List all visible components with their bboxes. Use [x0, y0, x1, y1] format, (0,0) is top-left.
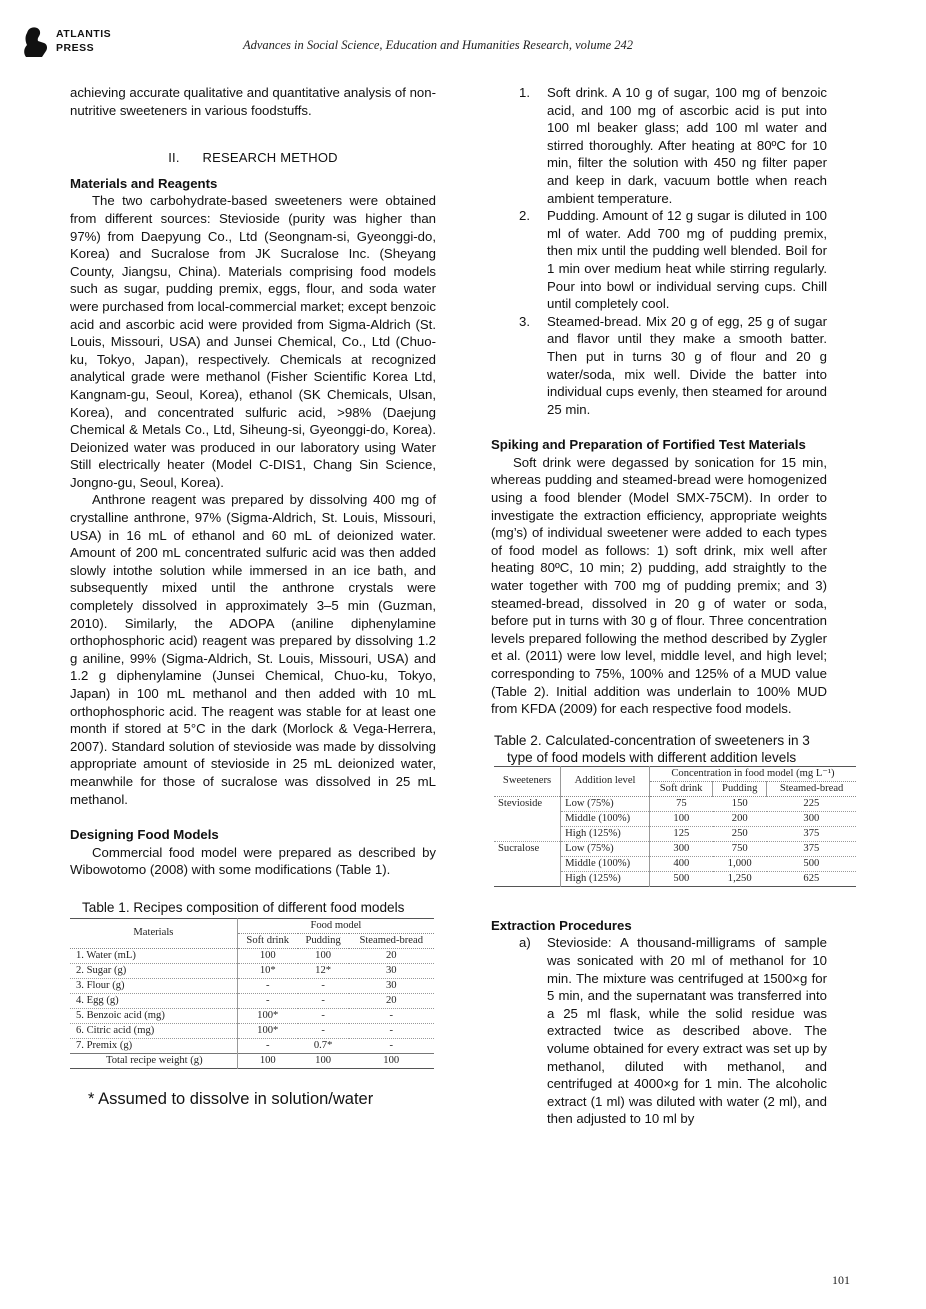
total-label: Total recipe weight (g): [70, 1053, 237, 1068]
table-cell: 20: [349, 948, 435, 963]
table-cell: 250: [713, 826, 767, 841]
table2-caption: [494, 732, 827, 766]
table-row: [70, 1023, 434, 1038]
list-item: [491, 84, 827, 207]
material-name: Water (mL): [86, 949, 136, 961]
material-name: Benzoic acid (mg): [86, 1009, 165, 1021]
row-number: 1.: [76, 949, 84, 961]
table-cell: 300: [649, 841, 712, 856]
table1-footnote: * Assumed to dissolve in solution/water: [88, 1089, 374, 1108]
table-cell: 375: [767, 826, 856, 841]
list-text: Soft drink. A 10 g of sugar, 100 mg of benzoic acid, and 100 mg of ascorbic acid is put into 100 ml beaker glass; add 100 ml water and stirred thoroughly. After heating at 80ºC for 10 min, filter the solution with 450 ng filter paper and keep in dark, vacuum bottle when reach ambient temperature.: [547, 85, 827, 206]
logo-text-atlantis: ATLANTIS: [56, 28, 112, 40]
table-cell: 625: [767, 871, 856, 886]
material-name: Egg (g): [86, 994, 119, 1006]
material-name: Flour (g): [86, 979, 125, 991]
table-cell: -: [349, 1008, 435, 1023]
subheading-extraction: Extraction Procedures: [491, 917, 632, 933]
page-number: 101: [832, 1273, 850, 1287]
list-number: 3.: [519, 313, 530, 329]
table-header: Pudding: [713, 781, 767, 796]
thinker-logo-icon: [22, 26, 52, 58]
table-row: [70, 963, 434, 978]
logo-text-press: PRESS: [56, 42, 95, 54]
journal-header: Advances in Social Science, Education and Humanities Research, volume 242: [243, 38, 634, 52]
table-cell: -: [298, 1023, 349, 1038]
table-header: Addition level: [561, 766, 650, 796]
table-cell: 100: [649, 811, 712, 826]
table-header: Concentration in food model (mg L⁻¹): [649, 766, 856, 781]
table-recipes: [70, 918, 434, 1069]
extraction-list: [491, 934, 827, 1128]
material-name: Citric acid (mg): [86, 1024, 155, 1036]
table-row: [70, 948, 434, 963]
table-row-total: [70, 1053, 434, 1068]
table-cell: 125: [649, 826, 712, 841]
addition-level: High (125%): [561, 826, 650, 841]
sweetener-name: Sucralose: [494, 841, 561, 886]
list-text: Pudding. Amount of 12 g sugar is diluted in 100 ml of water. Add 700 mg of pudding premix, then mix until the pudding well blended. Boil for 1 min over medium heat while stirring regularly. Pour into bowl or individual serving cups. Chill until completely cool.: [547, 208, 827, 312]
addition-level: Low (75%): [561, 796, 650, 811]
table-header: Materials: [70, 918, 237, 948]
table-cell: 0.7*: [298, 1038, 349, 1053]
table-header: Steamed-bread: [349, 933, 435, 948]
list-text: Steamed-bread. Mix 20 g of egg, 25 g of sugar and flavor until they make a smooth batter. Then put in turns 30 g of flour and 20 g water/soda, mix well. Divide the batter into individual cups evenly, then steamed for around 25 min.: [547, 313, 827, 417]
table-cell: -: [237, 993, 297, 1008]
publisher-logo: [22, 22, 122, 64]
paragraph-materials: The two carbohydrate-based sweeteners were obtained from different sources: Stevioside (purity was higher than 97%) from Daepyung Co., Ltd (Seongnam-si, Gyeonggi-do, Korea) and Sucralose from JK Sucralose Inc. (Sheyang County, Jiangsu, China). Materials comprising food models such as sugar, pudding premix, eggs, flour, and soda water were purchased from local-commercial market; except benzoic acid and ascorbic acid were provided from Sigma-Aldrich (St. Louis, Missouri, USA) and Junsei Chemical, Co., Ltd (Chuo-ku, Tokyo, Japan), respectively. Chemicals at recognized analytical grade were methanol (Fisher Scientific Korea Ltd, Kangnam-gu, Seoul, Korea), ethanol (SK Chemicals, Ulsan, Korea), and concentrated sulfuric acid, >98% (Daejung Chemical & Metals Co., Ltd, Siheung-si, Gyeonggi-do, Korea). Deionized water was produced in our laboratory using Water Still electrically heater (Model C-DIS1, Chang Sin Science, Jongno-gu, Seoul, Korea).: [70, 193, 436, 490]
table-cell: 100*: [237, 1023, 297, 1038]
table-cell: -: [349, 1023, 435, 1038]
table-cell: -: [298, 993, 349, 1008]
table-cell: 100: [237, 1053, 297, 1068]
list-item: [491, 207, 827, 313]
table-cell: 750: [713, 841, 767, 856]
table-cell: 100: [349, 1053, 435, 1068]
subheading-materials: Materials and Reagents: [70, 175, 218, 191]
table-row: [70, 1038, 434, 1053]
row-number: 6.: [76, 1024, 84, 1036]
material-name: Premix (g): [86, 1039, 133, 1051]
list-number: a): [519, 935, 531, 951]
table-cell: 400: [649, 856, 712, 871]
table2-caption-line1: Table 2. Calculated-concentration of sweeteners in 3: [494, 732, 810, 748]
table-row: [494, 841, 856, 856]
paragraph-food-models: Commercial food model were prepared as described by Wibowotomo (2008) with some modifications (Table 1).: [70, 844, 436, 878]
table-row: [70, 993, 434, 1008]
table-row: [70, 1008, 434, 1023]
table1-caption: Table 1. Recipes composition of different food models: [82, 899, 405, 915]
row-number: 4.: [76, 994, 84, 1006]
table-cell: -: [298, 978, 349, 993]
table-header: Soft drink: [237, 933, 297, 948]
table-header: Steamed-bread: [767, 781, 856, 796]
table-cell: -: [237, 1038, 297, 1053]
subheading-food-models: Designing Food Models: [70, 827, 219, 843]
left-column: [70, 84, 436, 1109]
list-text: Stevioside: A thousand-milligrams of sample was sonicated with 20 ml of methanol for 10 min. The mixture was centrifuged at 1500×g for 5 min, and the supernatant was transferred into a 25 ml flask, while the solid residue was extracted twice as described above. The volume obtained for every extract was set up by methanol, diluted with methanol, and centrifuged at 4000×g for 1 min. The alcoholic extract (1 ml) was diluted with water (2 ml), and then adjusted to 10 ml by: [547, 935, 827, 1127]
list-item: [491, 313, 827, 419]
table-cell: 100*: [237, 1008, 297, 1023]
section-title: II. RESEARCH METHOD: [168, 150, 338, 166]
table-cell: 30: [349, 963, 435, 978]
table-cell: 500: [767, 856, 856, 871]
row-number: 2.: [76, 964, 84, 976]
table-header: Sweeteners: [494, 766, 561, 796]
table-cell: 100: [237, 948, 297, 963]
right-column: [491, 84, 844, 1128]
table-cell: -: [298, 1008, 349, 1023]
table-cell: -: [237, 978, 297, 993]
paragraph-anthrone: Anthrone reagent was prepared by dissolving 400 mg of crystalline anthrone, 97% (Sigma-Aldrich, St. Louis, Missouri, USA) in 16 mL of ethanol and 60 mL of deionized water. Amount of 200 mL concentrated sulfuric acid was then added slowly intothe solution while immersed in an ice bath, and subsequently mixed until the anthrone crystals were completely dissolved in approximately 3–5 min (Guzman, 2010). Similarly, the ADOPA (aniline diphenylamine orthophosphoric acid) reagent was prepared by dissolving 1.2 g aniline, 99% (Sigma-Aldrich, St. Louis, Missouri, USA) and 1.2 g diphenylamine (Junsei Chemical, Chuo-ku, Tokyo, Japan) in 100 mL methanol and then added with 10 mL orthophosphoric acid. The reagent was stable for at least one month if stored at 5°C in the dark (Morlock & Vega-Herrera, 2007). Standard solution of stevioside was made by dissolving appropriate amount of stevioside in 25 mL deionized water, meanwhile for those of sucralose was dissolved in 25 mL methanol.: [70, 492, 436, 807]
table-cell: 12*: [298, 963, 349, 978]
table-cell: 300: [767, 811, 856, 826]
table-header: Pudding: [298, 933, 349, 948]
row-number: 7.: [76, 1039, 84, 1051]
table-header: Soft drink: [649, 781, 712, 796]
subheading-spiking: Spiking and Preparation of Fortified Test Materials: [491, 437, 806, 453]
table-header: Food model: [237, 918, 434, 933]
table-concentrations: [494, 766, 856, 887]
table-cell: 20: [349, 993, 435, 1008]
table-cell: -: [349, 1038, 435, 1053]
table-cell: 100: [298, 1053, 349, 1068]
table-cell: 30: [349, 978, 435, 993]
paragraph-spiking: Soft drink were degassed by sonication for 15 min, whereas pudding and steamed-bread were homogenized using a food blender (Model SMX-75CM). In order to investigate the extraction efficiency, appropriate weights (mg’s) of individual sweetener were added to each types of food model as follows: 1) soft drink, mix well after heating 80ºC, 10 min; 2) pudding, add straightly to the water together with 700 mg of pudding premix; and 3) steamed-bread, dissolved in 20 g of water or soda, before put in turns with 30 g of flour. Three concentration levels prepared following the method described by Zygler et al. (2011) were low level, middle level, and high level; corresponding to 75%, 100% and 125% of a MUD value (Table 2). Initial addition was underlain to 100% MUD from KFDA (2009) for each respective food models.: [491, 454, 827, 717]
table-cell: 1,000: [713, 856, 767, 871]
list-item: [491, 934, 827, 1128]
table2-caption-line2: type of food models with different addition levels: [507, 749, 797, 765]
table-cell: 375: [767, 841, 856, 856]
addition-level: Middle (100%): [561, 811, 650, 826]
table-cell: 10*: [237, 963, 297, 978]
material-name: Sugar (g): [86, 964, 127, 976]
intro-paragraph: achieving accurate qualitative and quantitative analysis of non-nutritive sweeteners in various foodstuffs.: [70, 85, 436, 118]
table-cell: 150: [713, 796, 767, 811]
recipe-list: [491, 84, 827, 418]
table-cell: 200: [713, 811, 767, 826]
addition-level: Middle (100%): [561, 856, 650, 871]
table-cell: 100: [298, 948, 349, 963]
table-cell: 75: [649, 796, 712, 811]
table-cell: 500: [649, 871, 712, 886]
table-cell: 1,250: [713, 871, 767, 886]
list-number: 2.: [519, 208, 530, 224]
list-number: 1.: [519, 85, 530, 100]
sweetener-name: Stevioside: [494, 796, 561, 841]
row-number: 5.: [76, 1009, 84, 1021]
table-row: [70, 978, 434, 993]
table-row: [494, 796, 856, 811]
addition-level: High (125%): [561, 871, 650, 886]
table-cell: 225: [767, 796, 856, 811]
row-number: 3.: [76, 979, 84, 991]
addition-level: Low (75%): [561, 841, 650, 856]
